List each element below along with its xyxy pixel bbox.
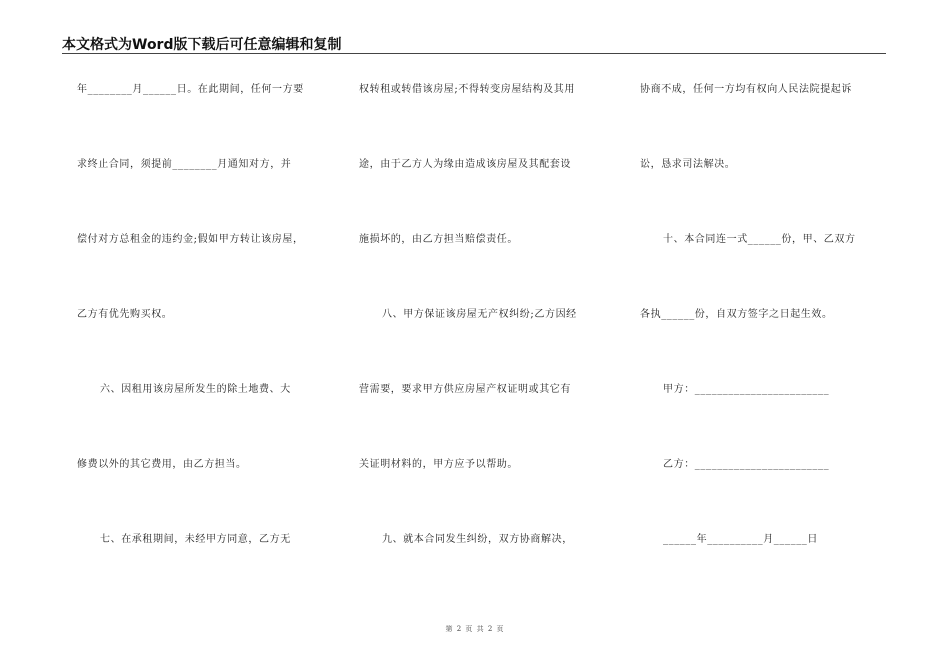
document-header [62,34,886,54]
text-line: 途，由于乙方人为缘由造成该房屋及其配套设 [359,159,571,170]
text-line: 偿付对方总租金的违约金;假如甲方转让该房屋， [77,234,304,245]
text-line: 乙方有优先购买权。 [77,309,173,320]
text-line: 求终止合同，须提前________月通知对方，并 [77,159,292,170]
signature-date: ______年__________月______日 [663,534,818,545]
text-line: 九、就本合同发生纠纷，双方协商解决， [382,534,573,545]
signature-party-a: 甲方：________________________ [663,384,830,395]
text-line: 讼，恳求司法解决。 [640,159,736,170]
text-line: 年________月______日。在此期间，任何一方要 [77,84,304,95]
text-line: 十、本合同连一式______份，甲、乙双方 [663,234,856,245]
text-line: 各执______份，自双方签字之日起生效。 [640,309,833,320]
text-line: 施损坏的，由乙方担当赔偿责任。 [359,234,518,245]
text-line: 协商不成，任何一方均有权向人民法院提起诉 [640,84,852,95]
text-line: 七、在承租期间，未经甲方同意，乙方无 [100,534,291,545]
text-line: 关证明材料的，甲方应予以帮助。 [359,459,518,470]
signature-party-b: 乙方：________________________ [663,459,830,470]
text-line: 六、因租用该房屋所发生的除土地费、大 [100,384,291,395]
text-line: 权转租或转借该房屋;不得转变房屋结构及其用 [359,84,575,95]
text-line: 八、甲方保证该房屋无产权纠纷;乙方因经 [382,309,577,320]
header-title: 本文格式为Word版下载后可任意编辑和复制 [62,37,342,53]
text-line: 营需要，要求甲方供应房屋产权证明或其它有 [359,384,571,395]
text-line: 修费以外的其它费用，由乙方担当。 [77,459,247,470]
page-number: 第 2 页 共 2 页 [445,625,505,633]
